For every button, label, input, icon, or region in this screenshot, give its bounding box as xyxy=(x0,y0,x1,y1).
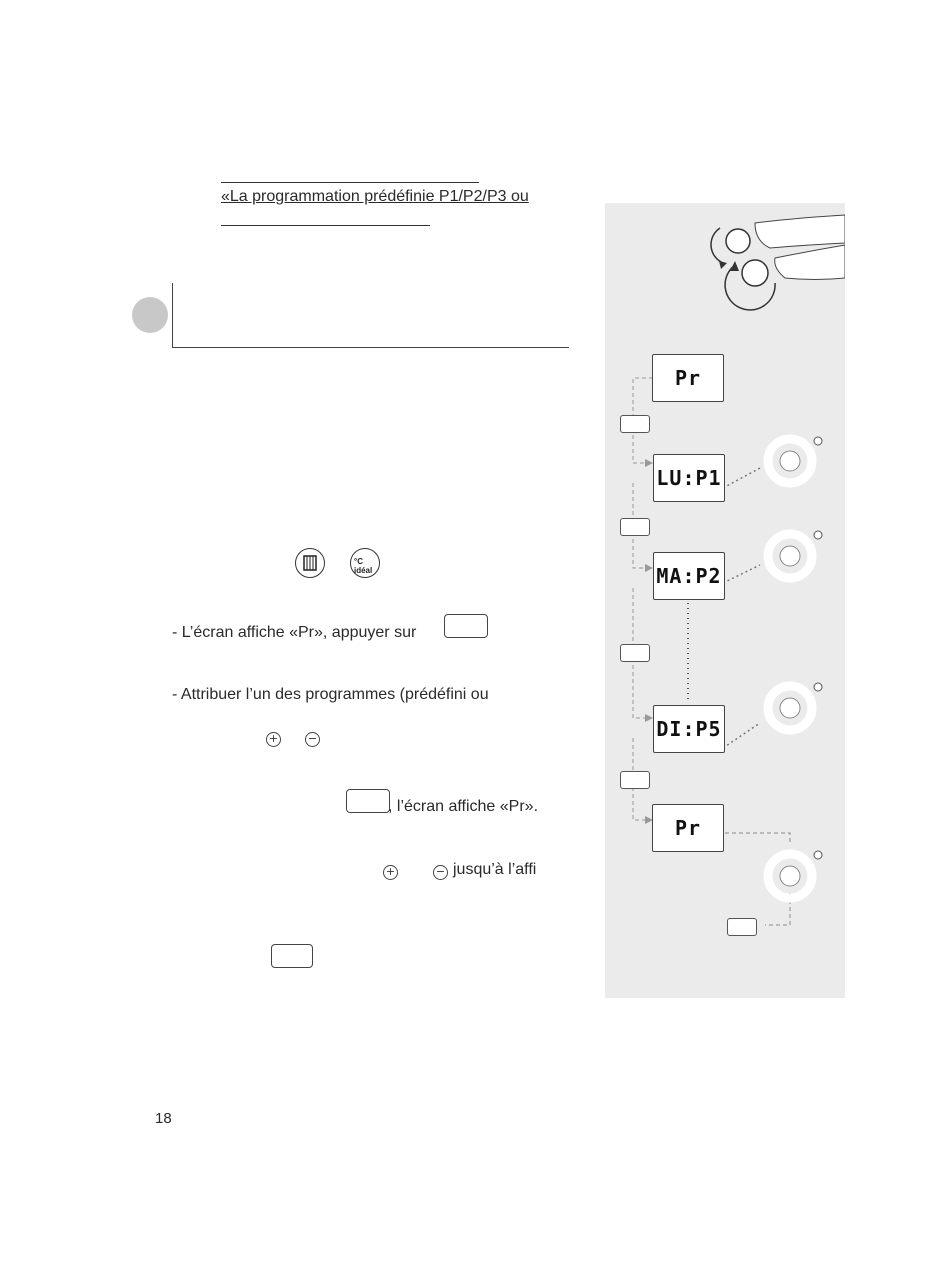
lcd-display-3: MA:P2 xyxy=(653,552,725,600)
celsius-small-icon xyxy=(742,260,768,286)
program-wheel-1 xyxy=(768,439,812,483)
key-button-2[interactable] xyxy=(346,789,390,813)
section-frame xyxy=(172,283,569,348)
panel-key-1[interactable] xyxy=(620,415,650,433)
lcd-display-1: Pr xyxy=(652,354,724,402)
minus-icon: − xyxy=(305,732,320,747)
key-button-3[interactable] xyxy=(271,944,313,968)
reference-underline-2 xyxy=(221,225,430,226)
lcd-display-5: Pr xyxy=(652,804,724,852)
step-1-text: - L’écran affiche «Pr», appuyer sur xyxy=(172,624,417,641)
section-bullet xyxy=(132,297,168,333)
program-wheel-2 xyxy=(768,534,812,578)
program-wheel-3 xyxy=(768,686,812,730)
hand-illustration xyxy=(755,215,845,280)
celsius-ideal-label: °C idéal xyxy=(354,557,373,575)
step-4-text: jusqu’à l’affi xyxy=(453,861,537,878)
panel-key-5[interactable] xyxy=(727,918,757,936)
minus-icon-2: − xyxy=(433,865,448,880)
step-3-text: , l’écran affiche «Pr». xyxy=(388,798,539,815)
lcd-display-2: LU:P1 xyxy=(653,454,725,502)
fan-mode-icon xyxy=(296,549,324,577)
plus-icon-2: + xyxy=(383,865,398,880)
reference-text: «La programmation prédéfinie P1/P2/P3 ou xyxy=(221,188,529,205)
step-2-text: - Attribuer l’un des programmes (prédéfini ou xyxy=(172,686,489,703)
page-number: 18 xyxy=(155,1110,172,1127)
fan-mode-small-icon xyxy=(726,229,750,253)
key-button-1[interactable] xyxy=(444,614,488,638)
programming-mode-icon[interactable] xyxy=(295,548,325,578)
panel-key-3[interactable] xyxy=(620,644,650,662)
celsius-ideal-icon[interactable] xyxy=(350,548,380,578)
panel-key-2[interactable] xyxy=(620,518,650,536)
panel-key-4[interactable] xyxy=(620,771,650,789)
top-rule xyxy=(221,182,479,183)
diagram-svg xyxy=(605,203,845,998)
lcd-display-4: DI:P5 xyxy=(653,705,725,753)
plus-icon: + xyxy=(266,732,281,747)
program-wheel-4 xyxy=(768,854,812,898)
